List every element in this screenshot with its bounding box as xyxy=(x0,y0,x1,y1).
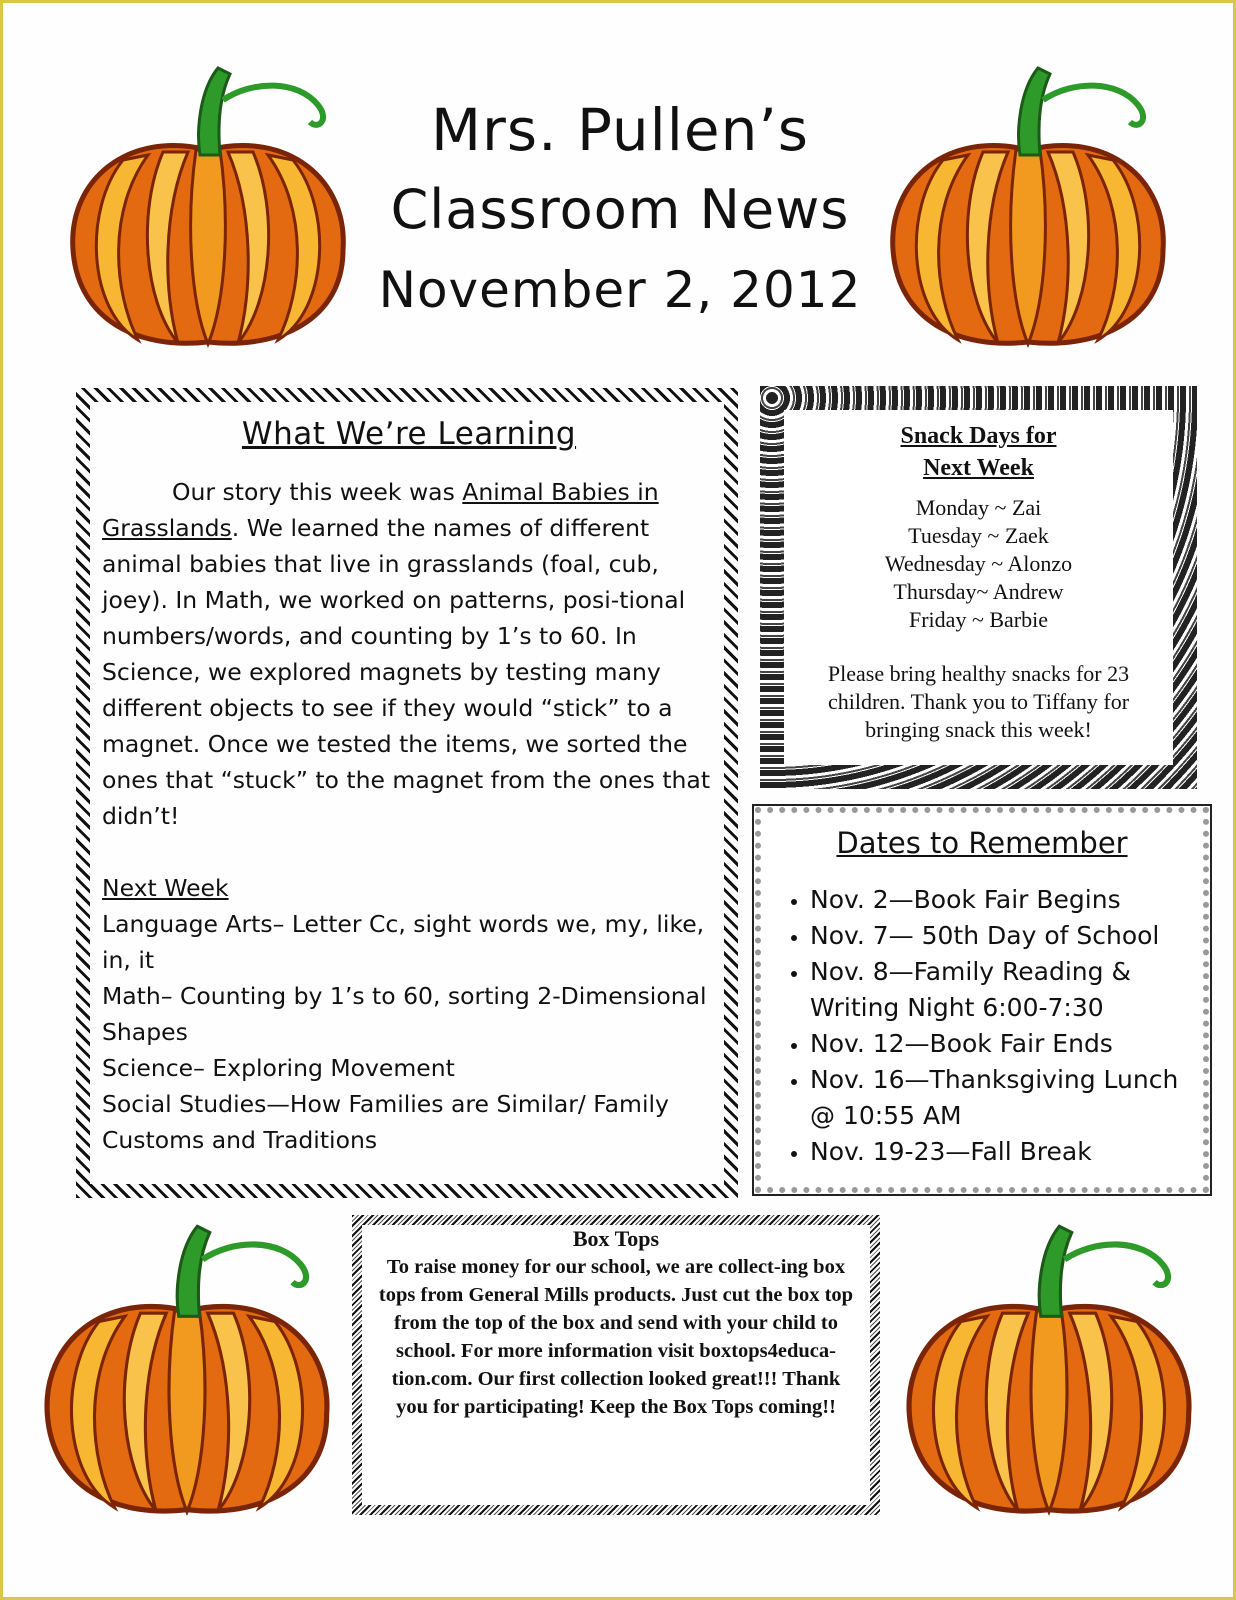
pumpkin-icon xyxy=(904,1218,1194,1518)
snack-heading-line2: Next Week xyxy=(923,455,1034,481)
learning-story xyxy=(102,474,716,834)
date-item: • Nov. 8—Family Reading & Writing Night 6:00-7:30 xyxy=(810,954,1210,1026)
next-week-heading: Next Week xyxy=(102,874,229,902)
pumpkin-icon xyxy=(68,60,348,350)
snack-heading-line1: Snack Days for xyxy=(900,423,1057,449)
dates-heading: Dates to Remember xyxy=(836,826,1128,860)
story-rest: . We learned the names of different animal babies that live in grasslands (foal, cub, joey). In Math, we worked on patterns, posi-tional numbers/words, and counting by 1’s to 60. In Science, we explored magnets by testing many different objects to see if they would “stick” to a magnet. Once we tested the items, we sorted the ones that “stuck” to the magnet from the ones that didn’t! xyxy=(102,514,711,830)
learning-heading: What We’re Learning xyxy=(241,416,577,452)
date-item: • Nov. 19-23—Fall Break xyxy=(810,1134,1210,1170)
dates-box xyxy=(752,804,1212,1196)
boxtops-body: To raise money for our school, we are collect-ing box tops from General Mills products. Just cut the box top from the top of the box and send with your child to school. For more information visit boxtops4educa-tion.com. Our first collection looked great!!! Thank you for participating! Keep the Box Tops coming!! xyxy=(378,1256,854,1418)
pumpkin-icon xyxy=(42,1218,332,1518)
pumpkin-icon xyxy=(888,60,1168,350)
snack-day: Monday ~ Zai xyxy=(915,495,1042,520)
newsletter-subtitle: Classroom News xyxy=(390,178,850,241)
masthead xyxy=(330,90,910,330)
boxtops-title: Box Tops xyxy=(572,1226,660,1251)
snack-note: Please bring healthy snacks for 23 children. Thank you to Tiffany for bringing snack this week! xyxy=(827,661,1130,742)
pumpkin-icon xyxy=(888,60,1168,350)
next-week-item: Language Arts– Letter Cc, sight words we, my, like, in, it xyxy=(102,910,705,974)
learning-box xyxy=(76,388,738,1198)
story-intro: Our story this week was xyxy=(172,478,463,506)
newsletter-title: Mrs. Pullen’s xyxy=(430,96,810,164)
date-item: • Nov. 7— 50th Day of School xyxy=(810,918,1210,954)
date-item: • Nov. 2—Book Fair Begins xyxy=(810,882,1210,918)
snack-box xyxy=(760,386,1197,789)
next-week-item: Math– Counting by 1’s to 60, sorting 2-Dimensional Shapes xyxy=(102,982,707,1046)
date-item: • Nov. 12—Book Fair Ends xyxy=(810,1026,1210,1062)
next-week-item: Social Studies—How Families are Similar/ Family Customs and Traditions xyxy=(102,1090,669,1154)
next-week-item: Science– Exploring Movement xyxy=(102,1054,455,1082)
snack-days-list xyxy=(794,494,1163,634)
story-title: Animal Babies in Grasslands xyxy=(102,478,659,542)
snack-day: Wednesday ~ Alonzo xyxy=(884,551,1073,576)
pumpkin-icon xyxy=(68,60,348,350)
snack-day: Friday ~ Barbie xyxy=(909,607,1048,632)
snack-day: Tuesday ~ Zaek xyxy=(908,523,1049,548)
boxtops-box xyxy=(352,1215,880,1515)
newsletter-date: November 2, 2012 xyxy=(378,261,862,319)
dates-list xyxy=(754,882,1210,1170)
pumpkin-icon xyxy=(42,1218,332,1518)
date-item: • Nov. 16—Thanksgiving Lunch @ 10:55 AM xyxy=(810,1062,1210,1134)
snack-day: Thursday~ Andrew xyxy=(893,579,1064,604)
pumpkin-icon xyxy=(904,1218,1194,1518)
